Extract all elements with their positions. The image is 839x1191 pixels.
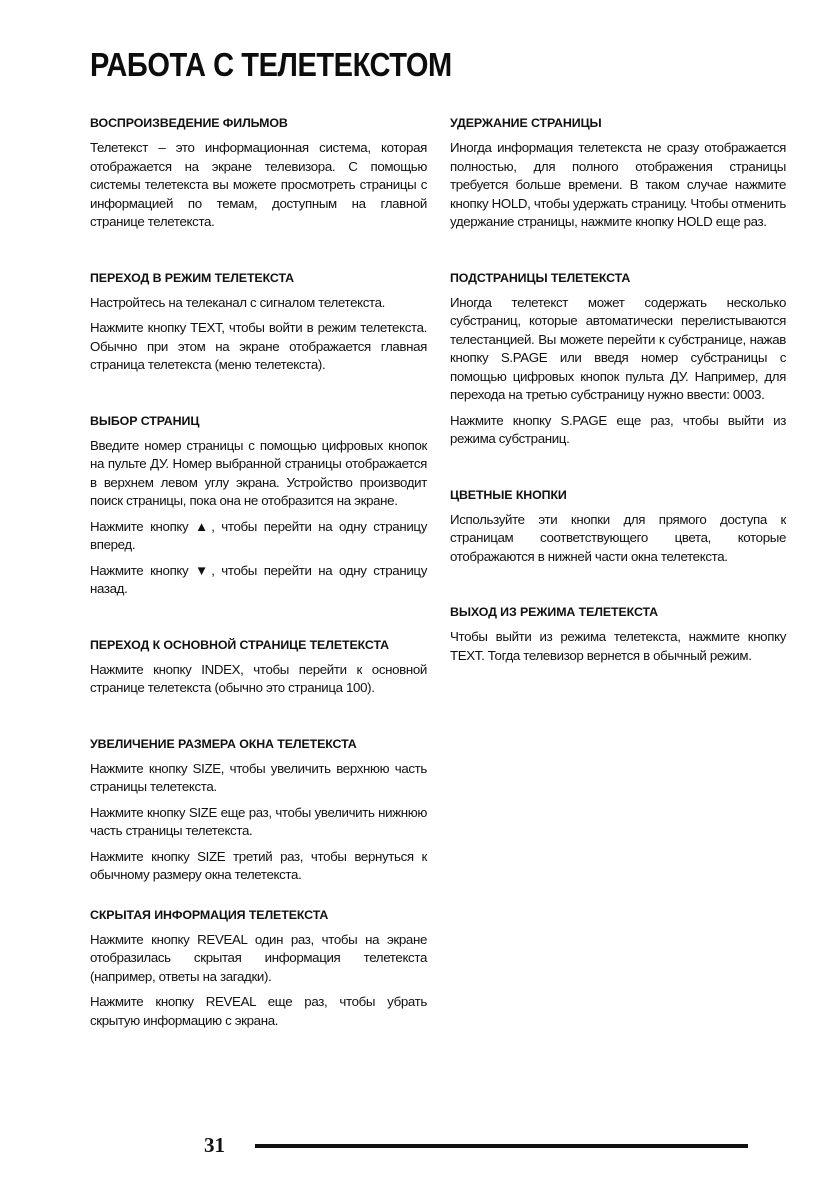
paragraph: Нажмите кнопку REVEAL один раз, чтобы на экране отобразилась скрытая информация телетекста (например, ответы на загадки).: [90, 931, 427, 984]
section-heading: ЦВЕТНЫЕ КНОПКИ: [450, 487, 567, 502]
section-exit-teletext: [450, 605, 786, 665]
section-page-selection: [90, 414, 427, 599]
section-main-page: [90, 638, 427, 698]
section-hold-page: [450, 116, 786, 232]
paragraph: Нажмите кнопку SIZE, чтобы увеличить верхнюю часть страницы телетекста.: [90, 760, 427, 794]
section-heading: СКРЫТАЯ ИНФОРМАЦИЯ ТЕЛЕТЕКСТА: [90, 907, 329, 922]
right-column: [450, 116, 786, 672]
paragraph: Введите номер страницы с помощью цифровых кнопок на пульте ДУ. Номер выбранной страницы отображается в верхнем левом углу экрана. Устройство производит поиск страницы, пока она не отобразится на экране.: [90, 437, 427, 508]
section-heading: ВОСПРОИЗВЕДЕНИЕ ФИЛЬМОВ: [90, 116, 288, 130]
section-window-size: [90, 737, 427, 885]
section-subpages: [450, 271, 786, 449]
paragraph: Телетекст – это информационная система, которая отображается на экране телевизора. С помощью системы телетекста вы можете просмотреть страницы с информацией по темам, доступным на главной странице телетекста.: [90, 140, 427, 229]
paragraph: Используйте эти кнопки для прямого доступа к страницам соответствующего цвета, которые отображаются в нижней части окна телетекста.: [450, 511, 786, 564]
paragraph: Нажмите кнопку S.PAGE еще раз, чтобы выйти из режима субстраниц.: [450, 412, 786, 446]
page-number: 31: [204, 1133, 225, 1157]
left-column: [90, 116, 427, 1037]
paragraph: Нажмите кнопку TEXT, чтобы войти в режим телетекста. Обычно при этом на экране отображается главная страница телетекста (меню телетекста).: [90, 320, 427, 372]
paragraph: Нажмите кнопку SIZE еще раз, чтобы увеличить нижнюю часть страницы телетекста.: [90, 804, 427, 838]
page-title: РАБОТА С ТЕЛЕТЕКСТОМ: [90, 46, 452, 83]
paragraph: Нажмите кнопку ▲, чтобы перейти на одну страницу вперед.: [90, 518, 427, 552]
paragraph: Нажмите кнопку SIZE третий раз, чтобы вернуться к обычному размеру окна телетекста.: [90, 848, 427, 882]
section-heading: УВЕЛИЧЕНИЕ РАЗМЕРА ОКНА ТЕЛЕТЕКСТА: [90, 736, 357, 751]
paragraph: Иногда телетекст может содержать несколько субстраниц, которые автоматически перелистываются телестанцией. Вы можете перейти к субстранице, нажав кнопку S.PAGE или введя номер субстраницы с помощью цифровых кнопок пульта ДУ. Например, для перехода на третью субстраницу нужно ввести: 0003.: [450, 294, 786, 402]
paragraph: Нажмите кнопку ▼, чтобы перейти на одну страницу назад.: [90, 562, 427, 596]
paragraph: Чтобы выйти из режима телетекста, нажмите кнопку TEXT. Тогда телевизор вернется в обычный режим.: [450, 629, 786, 663]
paragraph: Нажмите кнопку REVEAL еще раз, чтобы убрать скрытую информацию с экрана.: [90, 994, 427, 1028]
section-heading: УДЕРЖАНИЕ СТРАНИЦЫ: [450, 116, 602, 130]
section-hidden-info: [90, 908, 427, 1031]
paragraph: Настройтесь на телеканал с сигналом телетекста.: [90, 294, 386, 310]
section-heading: ПЕРЕХОД К ОСНОВНОЙ СТРАНИЦЕ ТЕЛЕТЕКСТА: [90, 637, 389, 652]
section-movie-playback: [90, 116, 427, 232]
section-heading: ВЫБОР СТРАНИЦ: [90, 413, 200, 428]
section-heading: ПЕРЕХОД В РЕЖИМ ТЕЛЕТЕКСТА: [90, 270, 294, 285]
section-heading: ВЫХОД ИЗ РЕЖИМА ТЕЛЕТЕКСТА: [450, 605, 659, 619]
section-heading: ПОДСТРАНИЦЫ ТЕЛЕТЕКСТА: [450, 270, 631, 285]
paragraph: Нажмите кнопку INDEX, чтобы перейти к основной странице телетекста (обычно это страница 100).: [90, 661, 427, 695]
section-enter-teletext: [90, 271, 427, 375]
section-color-buttons: [450, 488, 786, 567]
footer-rule: [255, 1144, 748, 1148]
paragraph: Иногда информация телетекста не сразу отображается полностью, для полного отображения страницы требуется больше времени. В таком случае нажмите кнопку HOLD, чтобы удержать страницу. Чтобы отменить удержание страницы, нажмите кнопку HOLD еще раз.: [450, 140, 786, 229]
